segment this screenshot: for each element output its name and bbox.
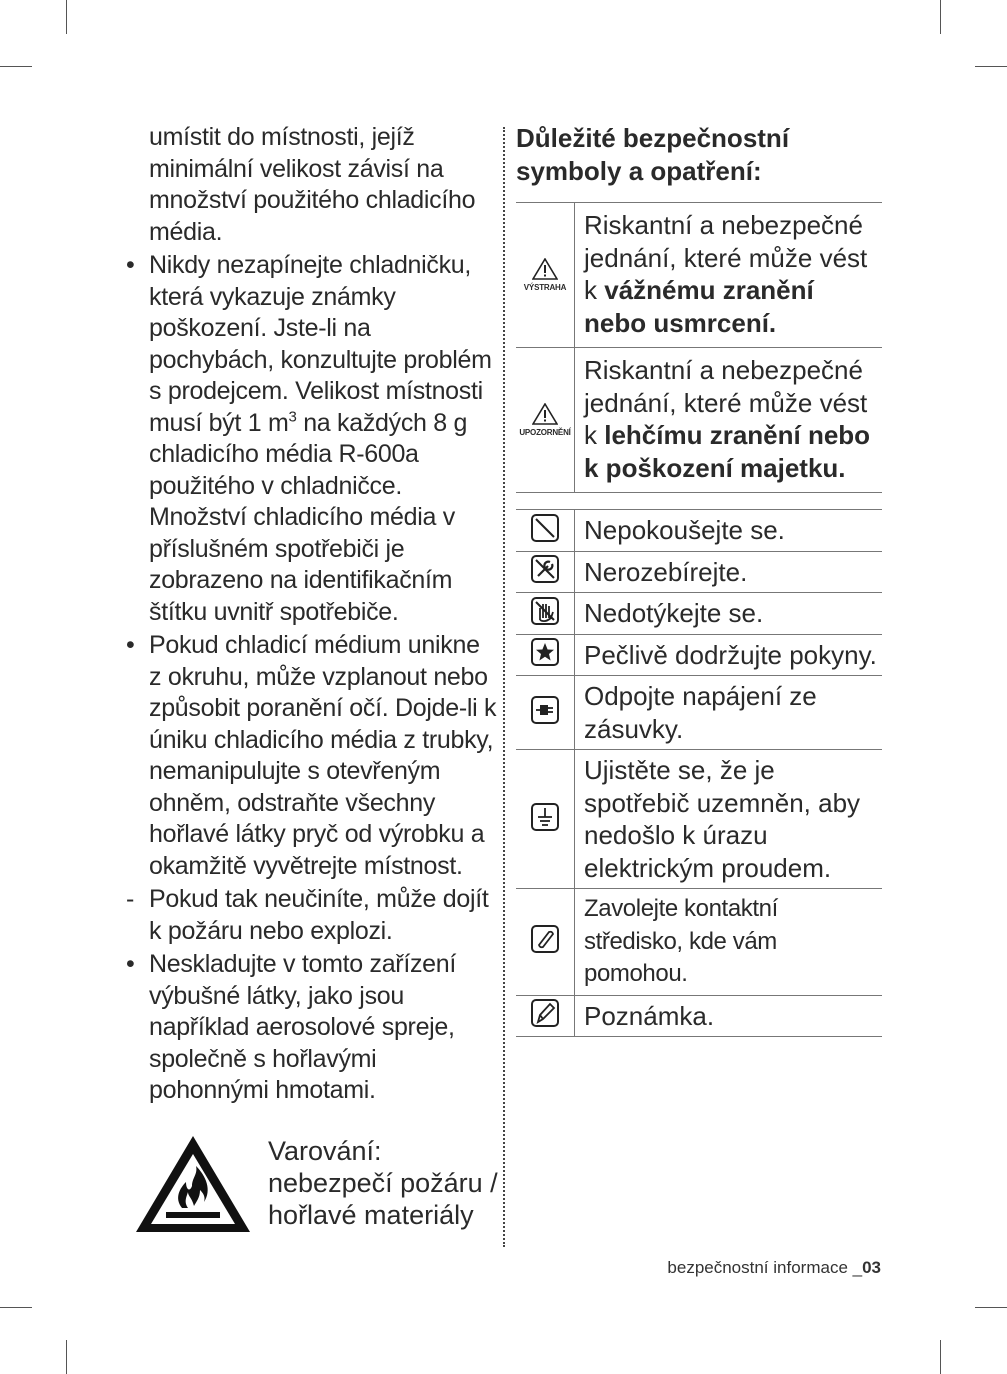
left-column [116, 122, 498, 1107]
bullet-explosives: • Neskladujte v tomto zařízení výbušné látky, jako jsou například aerosolové spreje, společně s hořlavými pohonnými hmotami. [116, 949, 498, 1107]
crop-mark [940, 1340, 941, 1374]
crop-mark [940, 0, 941, 34]
crop-mark [975, 1307, 1007, 1308]
symbol-row [516, 676, 882, 750]
fire-warning-text: Varování: nebezpečí požáru / hořlavé materiály [268, 1136, 498, 1230]
symbol-icon-cell [516, 510, 575, 552]
unplug-icon [530, 695, 560, 725]
star-instruction-icon [530, 637, 560, 667]
symbol-row [516, 593, 882, 635]
ground-icon [530, 802, 560, 832]
caution-text-plain: Riskantní a nebezpečné jednání, které může vést k [584, 355, 868, 450]
phone-icon [530, 924, 560, 954]
note-icon [530, 998, 560, 1028]
warning-text [575, 203, 883, 348]
no-disassembly-icon [530, 554, 560, 584]
page-footer [667, 1258, 881, 1278]
bullet-damaged-fridge [116, 250, 498, 628]
symbol-row [516, 995, 882, 1037]
warning-icon-cell [516, 203, 575, 348]
bullet-text-b: na každých 8 g chladicího média R-600a použitého v chladničce. Množství chladicího média v příslušném spotřebiči je zobrazeno na identifikačním štítku uvnitř spotřebiče. [149, 408, 468, 626]
symbol-row [516, 551, 882, 593]
symbol-text: Nedotýkejte se. [575, 593, 883, 635]
caution-text [575, 348, 883, 493]
caution-label: UPOZORNĚNÍ [519, 428, 571, 437]
prohibited-icon [530, 513, 560, 543]
symbol-icon-cell [516, 634, 575, 676]
crop-mark [66, 1340, 67, 1374]
warning-text-plain: Riskantní a nebezpečné jednání, které může vést k [584, 210, 868, 305]
warning-triangle-icon [532, 258, 558, 280]
crop-mark [975, 66, 1007, 67]
footer-section: bezpečnostní informace _ [667, 1258, 863, 1277]
paragraph-continued: umístit do místnosti, jejíž minimální velikost závisí na množství použitého chladicího média. [149, 123, 476, 246]
symbol-icon-cell [516, 995, 575, 1037]
symbol-icon-cell [516, 889, 575, 996]
symbol-row [516, 634, 882, 676]
caution-icon-cell [516, 348, 575, 493]
symbol-text: Nerozebírejte. [575, 551, 883, 593]
symbol-icon-cell [516, 551, 575, 593]
crop-mark [66, 0, 67, 34]
fire-hazard-icon [132, 1132, 254, 1236]
symbol-row [516, 510, 882, 552]
crop-mark [0, 66, 32, 67]
symbol-icon-cell [516, 676, 575, 750]
symbol-icon-cell [516, 593, 575, 635]
warning-text-bold: vážnému zranění nebo usmrcení. [584, 275, 814, 338]
symbols-title: Důležité bezpečnostní symboly a opatření: [516, 123, 790, 186]
symbol-row [516, 889, 882, 996]
caution-row [516, 348, 882, 493]
symbol-row [516, 750, 882, 889]
symbol-text: Odpojte napájení ze zásuvky. [575, 676, 883, 750]
caution-text-bold: lehčímu zranění nebo k poškození majetku. [584, 420, 871, 483]
right-column [516, 122, 882, 1037]
page-number: 03 [862, 1258, 881, 1277]
dash-fire-risk: - Pokud tak neučiníte, může dojít k požáru nebo explozi. [116, 884, 498, 947]
symbol-icon-cell [516, 750, 575, 889]
superscript: 3 [288, 408, 297, 426]
symbol-text: Poznámka. [575, 995, 883, 1037]
warning-row [516, 203, 882, 348]
bullet-refrigerant-leak: • Pokud chladicí médium unikne z okruhu, může vzplanout nebo způsobit poranění očí. Dojde-li k úniku chladicího média z trubky, nemanipulujte s otevřeným ohněm, odstraňte všechny hořlavé látky pryč od výrobku a okamžitě vyvětrejte místnost. [116, 630, 498, 882]
symbols-table [516, 509, 882, 1037]
symbol-text: Pečlivě dodržujte pokyny. [575, 634, 883, 676]
bullet-text-a: Nikdy nezapínejte chladničku, která vykazuje známky poškození. Jste-li na pochybách, konzultujte problém s prodejcem. Velikost místnosti musí být 1 m [149, 251, 492, 437]
symbol-text: Ujistěte se, že je spotřebič uzemněn, aby nedošlo k úrazu elektrickým proudem. [575, 750, 883, 889]
caution-triangle-icon [532, 403, 558, 425]
crop-mark [0, 1307, 32, 1308]
symbol-text: Zavolejte kontaktní středisko, kde vám pomohou. [575, 889, 883, 996]
warning-label: VÝSTRAHA [523, 283, 567, 292]
symbol-text: Nepokoušejte se. [575, 510, 883, 552]
warning-table [516, 202, 882, 493]
fire-warning-block [132, 1132, 502, 1242]
column-divider [503, 127, 505, 1247]
no-touch-icon [530, 596, 560, 626]
